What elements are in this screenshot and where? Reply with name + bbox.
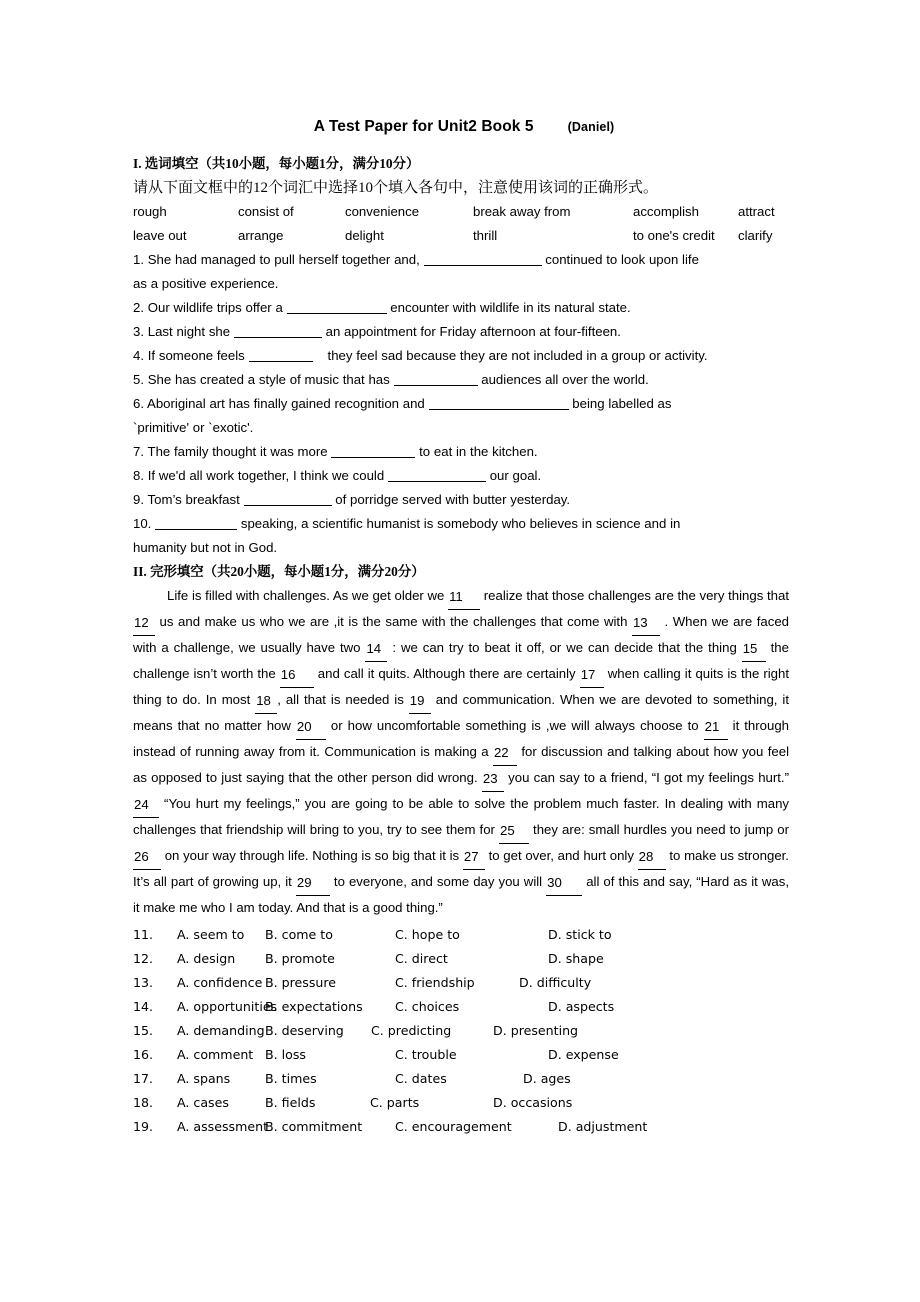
cloze-blank-21[interactable]: 21 [704,715,728,740]
mc-choice-a[interactable]: A. opportunities [177,999,278,1014]
question-text-pre: Last night she [147,324,234,339]
cloze-blank-22[interactable]: 22 [493,741,517,766]
question-text-post: audiences all over the world. [477,372,649,387]
mc-choice-c[interactable]: C. dates [395,1071,447,1086]
question-text-pre: She had managed to pull herself together and, [147,252,424,267]
mc-option-row [133,1019,789,1043]
mc-choice-d[interactable]: D. shape [548,951,604,966]
word-bank-item[interactable]: rough [133,204,167,219]
cloze-blank-13[interactable]: 13 [632,611,660,636]
question-text-pre: She has created a style of music that has [147,372,394,387]
passage-text: Life is filled with challenges. As we get older we [167,588,449,603]
mc-question-number: 16. [133,1047,154,1062]
fill-blank-question [133,464,789,488]
passage-text: to make us stronger. It’s all part of growing up, it [133,848,789,889]
word-bank-item[interactable]: arrange [238,228,284,243]
cloze-blank-25[interactable]: 25 [499,819,529,844]
passage-text: and call it quits. Although there are certainly [313,666,580,681]
question-text-post: an appointment for Friday afternoon at four-fifteen. [321,324,621,339]
mc-choice-d[interactable]: D. adjustment [558,1119,648,1134]
mc-choice-b[interactable]: B. loss [265,1047,306,1062]
word-bank-item[interactable]: thrill [473,228,498,243]
question-text-continuation: as a positive experience. [133,276,279,291]
word-bank-item[interactable]: to one's credit [633,228,715,243]
passage-text: it through instead of running away from it. Communication is making a [133,718,789,759]
answer-blank[interactable] [429,396,569,410]
question-number: 10. [133,516,156,531]
mc-option-row [133,1043,789,1067]
cloze-blank-20[interactable]: 20 [296,715,326,740]
mc-choice-d[interactable]: D. stick to [548,927,612,942]
fill-blank-question [133,296,789,320]
mc-choice-c[interactable]: C. direct [395,951,448,966]
passage-text: , all that is needed is [277,692,409,707]
cloze-blank-23[interactable]: 23 [482,767,504,792]
cloze-passage [133,584,789,920]
word-bank-item[interactable]: convenience [345,204,420,219]
mc-choice-c[interactable]: C. predicting [371,1023,452,1038]
cloze-blank-16[interactable]: 16 [280,663,314,688]
mc-choice-c[interactable]: C. parts [370,1095,420,1110]
mc-question-number: 18. [133,1095,154,1110]
word-bank-item[interactable]: clarify [738,228,773,243]
question-text-pre: The family thought it was more [147,444,332,459]
mc-question-number: 13. [133,975,154,990]
question-number: 5. [133,372,148,387]
word-bank-item[interactable]: accomplish [633,204,699,219]
question-text-post: our goal. [485,468,542,483]
mc-choice-d[interactable]: D. ages [523,1071,571,1086]
cloze-blank-24[interactable]: 24 [133,793,159,818]
question-text-continuation: `primitive' or `exotic'. [133,420,254,435]
mc-question-number: 15. [133,1023,154,1038]
cloze-blank-17[interactable]: 17 [580,663,604,688]
word-bank-row-1 [133,200,789,224]
mc-choice-a[interactable]: A. assessment [177,1119,269,1134]
mc-option-row [133,947,789,971]
mc-choice-d[interactable]: D. presenting [493,1023,579,1038]
mc-choice-a[interactable]: A. cases [177,1095,229,1110]
answer-blank[interactable] [287,300,387,314]
question-text-pre: If we'd all work together, I think we could [147,468,388,483]
passage-text: on your way through life. Nothing is so big that it is [161,848,463,863]
fill-blank-question [133,320,789,344]
fill-blank-question [133,440,789,464]
mc-choice-a[interactable]: A. seem to [177,927,245,942]
answer-blank[interactable] [331,444,415,458]
page-content [133,118,789,1139]
mc-option-row [133,923,789,947]
passage-text: all of this and say, “Hard as it was, it make me who I am today. And that is a good thing.” [133,874,789,915]
mc-option-row [133,995,789,1019]
question-text-post: continued to look upon life [541,252,699,267]
mc-option-row [133,1091,789,1115]
question-text-pre: Tom’s breakfast [147,492,244,507]
mc-choice-a[interactable]: A. design [177,951,236,966]
mc-choice-d[interactable]: D. aspects [548,999,615,1014]
mc-option-row [133,971,789,995]
question-text-post: they feel sad because they are not included in a group or activity. [312,348,708,363]
mc-choice-a[interactable]: A. demanding [177,1023,265,1038]
mc-option-row [133,1115,789,1139]
mc-choice-b[interactable]: B. deserving [265,1023,344,1038]
fill-blank-question [133,488,789,512]
question-number: 7. [133,444,148,459]
mc-choice-b[interactable]: B. expectations [265,999,363,1014]
question-text-post: encounter with wildlife in its natural state. [386,300,631,315]
question-number: 3. [133,324,148,339]
word-bank [133,200,789,248]
fill-blank-question [133,248,789,272]
passage-text: the challenge isn’t worth the [133,640,789,681]
mc-question-number: 12. [133,951,154,966]
mc-choice-a[interactable]: A. comment [177,1047,254,1062]
answer-blank[interactable] [234,324,322,338]
question-number: 1. [133,252,148,267]
mc-choice-d[interactable]: D. expense [548,1047,619,1062]
answer-blank[interactable] [424,252,542,266]
word-bank-item[interactable]: attract [738,204,775,219]
cloze-blank-29[interactable]: 29 [296,871,330,896]
passage-text: they are: small hurdles you need to jump or [528,822,789,837]
question-text-pre: Aboriginal art has finally gained recognition and [147,396,429,411]
mc-question-number: 14. [133,999,154,1014]
question-text-post: of porridge served with butter yesterday. [331,492,571,507]
passage-text: and communication. When we are devoted to something, it means that no matter how [133,692,790,733]
cloze-blank-28[interactable]: 28 [638,845,666,870]
question-number: 6. [133,396,148,411]
mc-choice-b[interactable]: B. pressure [265,975,337,990]
mc-choice-b[interactable]: B. times [265,1071,317,1086]
passage-text: for discussion and talking about how you feel as opposed to just saying that the other person did wrong. [133,744,789,785]
word-bank-row-2 [133,224,789,248]
passage-text: . When we are faced with a challenge, we usually have two [133,614,789,655]
passage-text: to everyone, and some day you will [329,874,547,889]
section-2-heading: II. 完形填空（共20小题，每小题1分，满分20分） [133,564,425,579]
mc-options-list [133,923,789,1139]
author-name: (Daniel) [567,120,615,134]
answer-blank[interactable] [388,468,486,482]
mc-choice-b[interactable]: B. promote [265,951,335,966]
cloze-blank-11[interactable]: 11 [448,585,480,610]
mc-choice-c[interactable]: C. trouble [395,1047,457,1062]
mc-choice-b[interactable]: B. fields [265,1095,316,1110]
fill-blank-question [133,392,789,416]
mc-question-number: 11. [133,927,154,942]
title-text: A Test Paper for Unit2 Book 5 [313,118,534,135]
question-number: 9. [133,492,148,507]
cloze-blank-15[interactable]: 15 [742,637,766,662]
mc-option-row [133,1067,789,1091]
passage-text: or how uncomfortable something is ,we will always choose to [325,718,704,733]
question-number: 2. [133,300,148,315]
word-bank-item[interactable]: delight [345,228,384,243]
word-bank-item[interactable]: consist of [238,204,294,219]
cloze-blank-27[interactable]: 27 [463,845,485,870]
passage-text: to get over, and hurt only [484,848,638,863]
word-bank-item[interactable]: break away from [473,204,571,219]
passage-text: when calling it quits is the right thing to do. In most [133,666,789,707]
passage-text: “You hurt my feelings,” you are going to be able to solve the problem much faster. In dealing with many challenges that friendship will bring to you, try to see them for [133,796,789,837]
cloze-blank-14[interactable]: 14 [365,637,387,662]
cloze-blank-26[interactable]: 26 [133,845,161,870]
question-text-pre: Our wildlife trips offer a [147,300,287,315]
mc-choice-c[interactable]: C. encouragement [395,1119,512,1134]
mc-choice-a[interactable]: A. spans [177,1071,231,1086]
answer-blank[interactable] [394,372,478,386]
answer-blank[interactable] [249,348,313,362]
passage-text: us and make us who we are ,it is the same with the challenges that come with [155,614,632,629]
passage-text: you can say to a friend, “I got my feelings hurt.” [503,770,789,785]
question-text-continuation: humanity but not in God. [133,540,278,555]
passage-text: : we can try to beat it off, or we can decide that the thing [387,640,742,655]
answer-blank[interactable] [155,516,237,530]
mc-choice-d[interactable]: D. occasions [493,1095,573,1110]
mc-choice-b[interactable]: B. commitment [265,1119,363,1134]
mc-choice-c[interactable]: C. friendship [395,975,475,990]
mc-question-number: 19. [133,1119,154,1134]
question-number: 4. [133,348,148,363]
answer-blank[interactable] [244,492,332,506]
fill-blank-question [133,368,789,392]
mc-choice-c[interactable]: C. choices [395,999,460,1014]
page-title [133,118,789,136]
section-1-questions [133,248,789,560]
section-1-heading: I. 选词填空（共10小题，每小题1分，满分10分） [133,156,420,171]
question-text-post: to eat in the kitchen. [415,444,538,459]
cloze-blank-19[interactable]: 19 [409,689,431,714]
mc-choice-c[interactable]: C. hope to [395,927,460,942]
mc-question-number: 17. [133,1071,154,1086]
section-1-instruction: 请从下面文框中的12个词汇中选择10个填入各句中，注意使用该词的正确形式。 [133,180,659,196]
cloze-blank-12[interactable]: 12 [133,611,155,636]
cloze-blank-18[interactable]: 18 [255,689,277,714]
question-text-post: being labelled as [568,396,672,411]
mc-choice-a[interactable]: A. confidence [177,975,263,990]
question-text-post: speaking, a scientific humanist is somebody who believes in science and in [237,516,681,531]
mc-choice-d[interactable]: D. difficulty [519,975,592,990]
fill-blank-question [133,344,789,368]
word-bank-item[interactable]: leave out [133,228,187,243]
mc-choice-b[interactable]: B. come to [265,927,333,942]
passage-text: realize that those challenges are the very things that [480,588,789,603]
question-text-pre: If someone feels [147,348,249,363]
question-number: 8. [133,468,148,483]
fill-blank-question [133,512,789,536]
cloze-blank-30[interactable]: 30 [546,871,582,896]
